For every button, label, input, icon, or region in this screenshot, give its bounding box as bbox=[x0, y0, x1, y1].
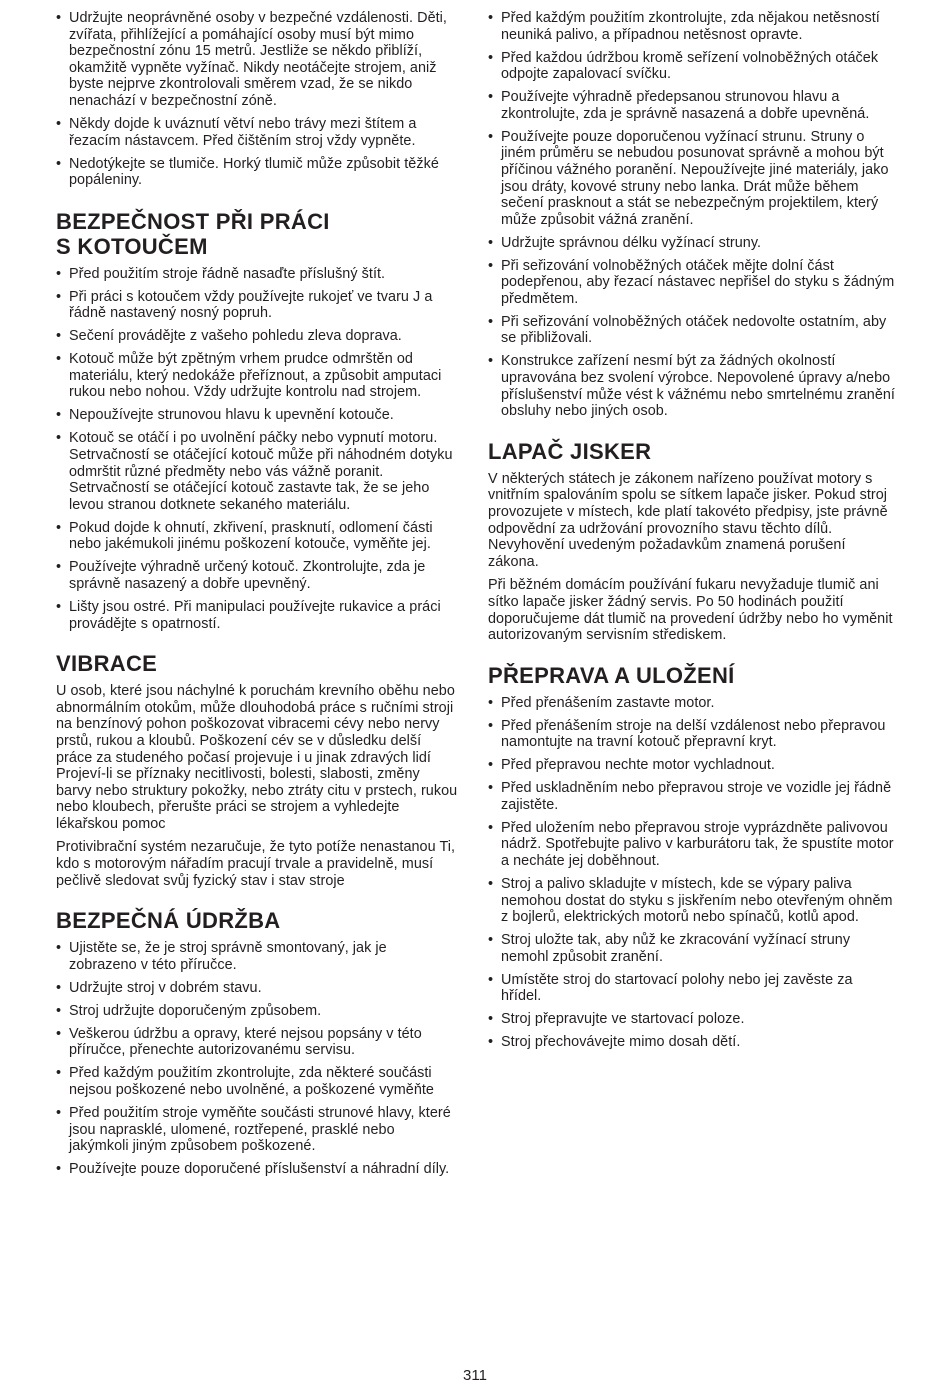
list-item: • Lišty jsou ostré. Při manipulaci používejte rukavice a práci provádějte s opatrností. bbox=[56, 599, 458, 632]
list-item: • Stroj přepravujte ve startovací poloze. bbox=[488, 1011, 896, 1028]
list-item: • Stroj a palivo skladujte v místech, kde se výpary paliva nemohou dostat do styku s jiskřením nebo otevřeným ohněm z bojlerů, elektrických motorů nebo spínačů, kotlů apod. bbox=[488, 876, 896, 926]
paragraph: U osob, které jsou náchylné k poruchám krevního oběhu nebo abnormálním otokům, může dlouhodobá práce s ručními stroji na benzínový pohon poškozovat vibracemi cévy nebo nervy prstů, rukou a kloubů. Poškození cév se v důsledku delší práce za studeného počasí projevuje i u jinak zdravých lidí Projeví-li se příznaky necitlivosti, bolesti, slabosti, změny barvy nebo struktury pokožky, nebo ztráty citu v prstech, rukou nebo kloubech, přerušte práci se strojem a vyhledejte lékařskou pomoc bbox=[56, 683, 458, 832]
list-item: • Veškerou údržbu a opravy, které nejsou popsány v této příručce, přenechte autorizovanému servisu. bbox=[56, 1026, 458, 1059]
list-item: • Stroj udržujte doporučeným způsobem. bbox=[56, 1003, 458, 1020]
left-column bbox=[56, 10, 458, 1184]
list-item: • Při seřizování volnoběžných otáček mějte dolní část podepřenou, aby řezací nástavec nepřišel do styku s žádným předmětem. bbox=[488, 258, 896, 308]
paragraph: Při běžném domácím používání fukaru nevyžaduje tlumič ani sítko lapače jisker žádný servis. Po 50 hodinách použití doporučujeme dát tlumič na provedení údržby nebo ho vyměnit autorizovaným servisním střediskem. bbox=[488, 577, 893, 644]
list-item: • Před použitím stroje řádně nasaďte příslušný štít. bbox=[56, 266, 458, 283]
list-item: • Udržujte neoprávněné osoby v bezpečné vzdálenosti. Děti, zvířata, přihlížející a pomáhající osoby musí být mimo bezpečnostní zónu 15 metrů. Jestliže se někdo přiblíží, okamžitě vypněte vyžínač. Nikdy neotáčejte strojem, aniž byste nejprve zkontrolovali směrem vzad, že se nikdo nenachází v bezpečnostní zóně. bbox=[56, 10, 458, 110]
list-item: • Používejte výhradně předepsanou strunovou hlavu a zkontrolujte, zda je správně nasazená a dobře upevněná. bbox=[488, 89, 896, 122]
maintenance-list bbox=[56, 940, 458, 1177]
section-heading-transport-storage: PŘEPRAVA A ULOŽENÍ bbox=[488, 662, 735, 688]
list-item: • Nepoužívejte strunovou hlavu k upevnění kotouče. bbox=[56, 407, 458, 424]
list-item: • Stroj uložte tak, aby nůž ke zkracování vyžínací struny nemohl způsobit zranění. bbox=[488, 932, 896, 965]
list-item: • Někdy dojde k uváznutí větví nebo trávy mezi štítem a řezacím nástavcem. Před čištěním stroj vždy vypněte. bbox=[56, 116, 458, 149]
paragraph: Protivibrační systém nezaručuje, že tyto potíže nenastanou Ti, kdo s motorovým nářadím pracují trvale a pravidelně, musí pečlivě sledovat svůj fyzický stav i stav stroje bbox=[56, 839, 456, 889]
list-item: • Kotouč může být zpětným vrhem prudce odmrštěn od materiálu, který nedokáže přeříznout, a způsobit amputaci rukou nebo nohou. Vždy udržujte kontrolu nad strojem. bbox=[56, 351, 458, 401]
list-item: • Sečení provádějte z vašeho pohledu zleva doprava. bbox=[56, 328, 458, 345]
page-number: 311 bbox=[463, 1367, 487, 1384]
list-item: • Před každým použitím zkontrolujte, zda některé součásti nejsou poškozené nebo uvolněné, a poškozené vyměňte bbox=[56, 1065, 458, 1098]
list-item: • Před přenášením stroje na delší vzdálenost nebo přepravou namontujte na travní kotouč přepravní kryt. bbox=[488, 718, 896, 751]
list-item: • Před každým použitím zkontrolujte, zda nějakou netěsností neuniká palivo, a případnou netěsnost opravte. bbox=[488, 10, 896, 43]
transport-list bbox=[488, 695, 896, 1051]
paragraph: V některých státech je zákonem nařízeno používat motory s vnitřním spalováním spolu se sítkem lapače jisker. Pokud stroj provozujete v místech, kde platí takovéto předpisy, jste právně odpovědní za udržování provozního stavu těchto dílů. Nevyhovění uvedeným požadavkům znamená porušení zákona. bbox=[488, 470, 888, 570]
list-item: • Před použitím stroje vyměňte součásti strunové hlavy, které jsou naprasklé, ulomené, roztřepené, prasklé nebo jakýmkoli jiným způsobem poškozené. bbox=[56, 1105, 458, 1155]
heading-line: BEZPEČNOST PŘI PRÁCI bbox=[56, 208, 330, 234]
intro-bullet-list bbox=[56, 10, 458, 189]
list-item: • Konstrukce zařízení nesmí být za žádných okolností upravována bez svolení výrobce. Nepovolené úpravy a/nebo příslušenství může vést k vážnému nebo smrtelnému zranění obsluhy nebo jiných osob. bbox=[488, 353, 896, 419]
list-item: • Umístěte stroj do startovací polohy nebo jej zavěste za hřídel. bbox=[488, 972, 896, 1005]
list-item: • Používejte pouze doporučené příslušenství a náhradní díly. bbox=[56, 1161, 458, 1178]
list-item: • Před uskladněním nebo přepravou stroje ve vozidle jej řádně zajistěte. bbox=[488, 780, 896, 813]
maintenance-continued-list bbox=[488, 10, 896, 420]
section-heading-safe-maintenance: BEZPEČNÁ ÚDRŽBA bbox=[56, 908, 281, 934]
list-item: • Nedotýkejte se tlumiče. Horký tlumič může způsobit těžké popáleniny. bbox=[56, 156, 458, 189]
list-item: • Před uložením nebo přepravou stroje vyprázdněte palivovou nádrž. Spotřebujte palivo v karburátoru tak, že spustíte motor a necháte jej doběhnout. bbox=[488, 820, 896, 870]
section-heading-vibration: VIBRACE bbox=[56, 651, 158, 677]
list-item: • Při seřizování volnoběžných otáček nedovolte ostatním, aby se přibližovali. bbox=[488, 314, 896, 347]
list-item: • Kotouč se otáčí i po uvolnění páčky nebo vypnutí motoru. Setrvačností se otáčející kotouč může při náhodném dotyku odmrštit různé předměty nebo vás vážně poranit. Setrvačností se otáčející kotouč zastavte tak, že se jeho levou stranou dotknete sekaného materiálu. bbox=[56, 430, 458, 513]
list-item: • Před přenášením zastavte motor. bbox=[488, 695, 896, 712]
list-item: • Ujistěte se, že je stroj správně smontovaný, jak je zobrazeno v této příručce. bbox=[56, 940, 458, 973]
list-item: • Pokud dojde k ohnutí, zkřivení, prasknutí, odlomení části nebo jakémukoli jinému poškození kotouče, vyměňte jej. bbox=[56, 520, 458, 553]
list-item: • Při práci s kotoučem vždy používejte rukojeť ve tvaru J a řádně nastavený nosný popruh. bbox=[56, 289, 458, 322]
section-heading-spark-arrester: LAPAČ JISKER bbox=[488, 438, 652, 464]
section-heading-blade-safety bbox=[56, 209, 458, 259]
list-item: • Před každou údržbou kromě seřízení volnoběžných otáček odpojte zapalovací svíčku. bbox=[488, 50, 896, 83]
heading-line: S KOTOUČEM bbox=[56, 233, 208, 259]
list-item: • Udržujte stroj v dobrém stavu. bbox=[56, 980, 458, 997]
right-column bbox=[488, 10, 896, 1057]
list-item: • Před přepravou nechte motor vychladnout. bbox=[488, 757, 896, 774]
blade-safety-list bbox=[56, 266, 458, 632]
list-item: • Používejte pouze doporučenou vyžínací strunu. Struny o jiném průměru se nebudou posunovat správně a mohou být příčinou vážného poranění. Nepoužívejte jiné materiály, jako jsou dráty, kovové struny nebo lanka. Drát může během sečení prasknout a stát se nebezpečným projektilem, který může způsobit vážná zranění. bbox=[488, 129, 896, 229]
list-item: • Používejte výhradně určený kotouč. Zkontrolujte, zda je správně nasazený a dobře upevněný. bbox=[56, 559, 458, 592]
list-item: • Udržujte správnou délku vyžínací struny. bbox=[488, 235, 896, 252]
list-item: • Stroj přechovávejte mimo dosah dětí. bbox=[488, 1034, 896, 1051]
